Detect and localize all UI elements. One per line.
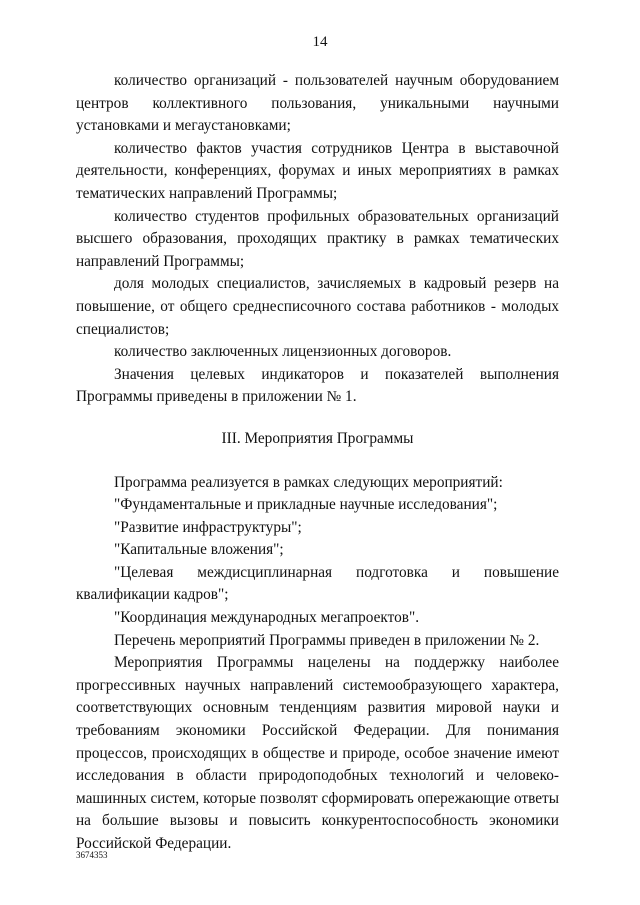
list-item-infrastructure: "Развитие инфраструктуры"; [114,518,302,536]
paragraph-indicator-students: количество студентов профильных образовательных организаций высшего образования, проходящих практику в рамках тематических направлений Программы; [76,207,559,270]
document-body [76,70,559,856]
list-item-capital-investment: "Капитальные вложения"; [114,541,284,559]
paragraph-indicator-participation: количество фактов участия сотрудников Центра в выставочной деятельности, конференциях, форумах и иных мероприятиях в рамках тематических направлений Программы; [76,139,559,202]
page-number: 14 [312,34,328,50]
list-item-training: "Целевая междисциплинарная подготовка и повышение квалификации кадров"; [76,563,559,604]
paragraph-indicator-organizations: количество организаций - пользователей научным оборудованием центров коллективного пользования, уникальными научными установками и мегаустановками; [76,72,559,135]
paragraph-activities-list-ref: Перечень мероприятий Программы приведен в приложении № 2. [114,631,540,649]
paragraph-indicator-young-specialists: доля молодых специалистов, зачисляемых в кадровый резерв на повышение, от общего среднесписочного состава работников - молодых специалистов; [76,275,559,338]
paragraph-program-intro: Программа реализуется в рамках следующих мероприятий: [114,473,503,491]
paragraph-activities-goals: Мероприятия Программы нацелены на поддержку наиболее прогрессивных научных направлений системообразующего характера, соответствующих основным тенденциям развития мировой науки и требованиям экономики Российской Федерации. Для понимания процессов, происходящих в обществе и природе, особое значение имеют исследования в области природоподобных технологий и человеко-машинных систем, которые позволят сформировать опережающие ответы на большие вызовы и повысить конкурентоспособность экономики Российской Федерации. [76,654,559,852]
list-item-megaprojects: "Координация международных мегапроектов". [114,609,420,627]
paragraph-indicator-licenses: количество заключенных лицензионных договоров. [114,343,452,361]
list-item-fundamental-research: "Фундаментальные и прикладные научные исследования"; [114,496,498,514]
document-code: 3674353 [76,850,108,860]
paragraph-indicator-values: Значения целевых индикаторов и показателей выполнения Программы приведены в приложении № 1. [76,365,559,406]
section-heading: III. Мероприятия Программы [221,429,414,447]
